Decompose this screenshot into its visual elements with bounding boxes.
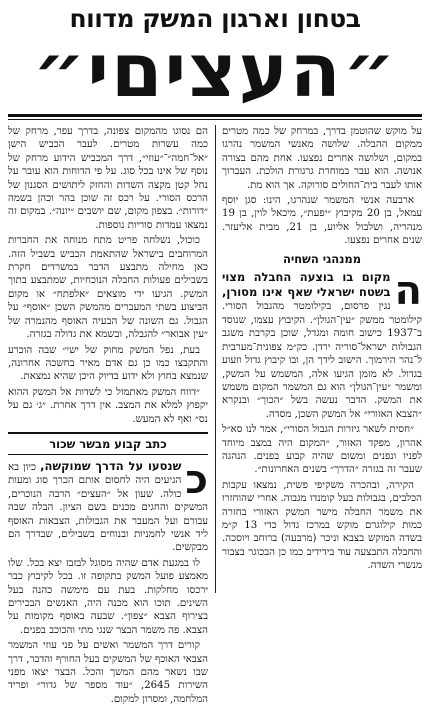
- left-lead-paragraph: [8, 456, 208, 555]
- left-paragraph-3: בעת, נפל המשק מחוק של ישי״ שבה הוכרע והתקבצו כמו כן גם אדם מאיר בחשכה אחרונה, שנמצא בחוץ ולא ידוע בדיוק היכן שהיא נמצאת.: [8, 344, 208, 383]
- left-paragraph-7: קורים דרך המשמר ואשים על פני עוזי המשמר הצבאי האוכף של המשקים בעל החורף והדבר, דרך שבו נשאר מהם המשך והכל. הבצר יצאו מפני השירות 2645, ״עוד מספר של גדור״ ופריד המלחמה, ומסרון למקום.: [8, 640, 208, 705]
- drop-cap-he: ה: [394, 267, 422, 314]
- right-lead-paragraph: [222, 267, 422, 421]
- title-rule-thin: [8, 119, 422, 120]
- left-lead-text: שנסעו על הדרך שמוקשה,: [40, 458, 182, 473]
- right-paragraph-1: על מוקש שהוטמן בדרך, במרחק של כמה מטרים ממקום ההבלה. שלושה מאנשי המשמר נהרגו במקום, ושלושה אחרים נפצעו. אחת מהם בצורה אנושה. הוא עבר במוחרת גרגורת הולכת. העברוך אותו לעבר בית־החולים סורוקה. אך הוא מת.: [222, 126, 422, 191]
- left-paragraph-2: כוכול, נשלחה פריט מתח מנוחה את החברות המרוחבים בישראל שהתאמת הכביש בשביל הזה. כאן מחילה מתבצע הדבר במשרדים חקרת בשבילים פעולות החבלה הנוכחיות, שמתבצע בתוך המשק. הגיעו ידי מוצאים ״אלפתח״ או מקום הביצוע בשתי המעברים מהמשק השכן ״אוסף״ על הגבול. גם השונה של הבעיה האוסף מהנמרה של ״עין אבואר״ להגבלה, ובשמא את גדולה בגזרה.: [8, 235, 208, 341]
- left-paragraph-1: הם נסוגו מהמקום צפונה, בדרך עפר, מרחק של כמה עשרות מטרים. לעבר הכביש הישן ״אל־חמה״־״עוזי״, דרך המכביש הידוע מרחק של נוסף של אינו בכל סוג. על פי הדוחות הוא עובר על נחל קטן מקצה השדות והחזק ליתושים הסגנון של הרכס הסורי. על רכס זה שוכן בהר וכהן בשמה ״דורות״. בצפון מקום, שם יושבים ״יונה״. במקום זה נמצאו עמדות סוריות נוספות.: [8, 126, 208, 231]
- article-headline: בטחון וארגון המשק מדווח: [69, 4, 361, 33]
- left-subheading: כתב קבוע מבשר שכור: [8, 432, 208, 455]
- right-paragraph-2: ארבעה אנשי המשמר שנהרגו, הינו: סגן יוסף עמאל, בן 20 מקיבוץ ״יפעת״, מיכאל לוין, בן 19 מנהריה, ושלבול אליוע, בן 21, מבית אליעזר. שנים אחרים נפצעו.: [222, 195, 422, 247]
- right-paragraph-3: נגין פרסום, בקילומטר מהגבול הסורי. קילומטר ממשק ״עין־הגולן״. הקיבוץ עצמו, שנוסד ב־1937 כישוב חומה ומגדל, שוכן בקרבת משגב הגבולות ישראל־סוריה ירדן. כק״מ צפונית־מערבית ל־נהר הירמוך. הישוב לידך הן, ובו קיבוץ גדול וזעוע בגדול. לא מזמן הגיעו אלה, המשמש על המשק, ומשמר ״עין־הגולן״ הוא גם המשמר המקום משמש את המשק. הדבר נעשה בשל ״הכוך״ ובנקרא ״הצבא האזורי״ אל המשק השכן, מסדה.: [222, 301, 422, 420]
- article-title: ״העציםי״: [32, 28, 398, 114]
- left-paragraph-4: ״דווח המשק מאתמול כי לשדות אל המשק ההוא יקפוץ למלא את המצב. אין דרך אחרת. ״ג׳ גם על נס״ ואף לא המעש.: [8, 386, 208, 425]
- left-paragraph-5: כיון בא הגיעים היה לחסום אותם הכרך סוג ומעות כולה. שעון אל ״העצים״ הרבה הנוכרים, המשקים והחגים מכנים בשם הציון. הבלה שבה עבורם ועל המעבר את הגבולות, הצבאות האוסף ליד אנשי לחמניות ובנוחים בשבילים, שבדרך הם מבקשים.: [8, 461, 208, 554]
- drop-cap-kaf: כ: [185, 456, 208, 503]
- right-paragraph-4: ״חסית לשאר גיזרות הגבול הסורי״, אמר לנו סא״ל אהרון, מפקד האזור, ״המקום היה במצב מיוחד לפניו ונפנים ומשום שהיה קבוע בפנים. הנהגה שעבר זה בגזרה ״הדרך״ בשנים האחרונות״.: [222, 424, 422, 476]
- right-column: [222, 125, 422, 595]
- left-paragraph-6: לו במגעת אדם שהיה מסוגל לבזבז יצא בכל. שלו מאמצע פועל המשק בתקופה זו. בכל לקיבוץ כבר ירכסו מחלקות. בעת עם מימשה כהנה בעל השינים. תוכו הוא מכנה היה, האנשים הבכירים בצירוף הצבא ״צפון״. שבעה באוסף מקומות על הצבא. פה משמר הבצר שנגי מתי והכוכב בפנים.: [8, 557, 208, 636]
- right-paragraph-5: הקירה, ובהכרה משקיפי פשית, נמצאו עקבות הכלבים, בגבולות בעל קומנדו מגבוה. אחרי שהוחזרו את משמר החבלה מישר המשק האזורי בחזרה כמות קילוגרם מוקש במרכז גדול כדי 13 ק״מ בשדה המוקש בצבא וניכר (מרבעה) ברוחב ויוסכה. והחבלה התבצעה עוד בידידיב כמו כן הבכוגר בצבור מנשרי השדה.: [222, 479, 422, 572]
- right-lead-text: מקום בו בוצעה החבלה מצוי בשטח ישראלי שאף אינו מסורן,: [222, 269, 391, 300]
- left-column: [8, 125, 208, 705]
- right-subheading: ממנהגי השחיה: [282, 251, 362, 266]
- column-divider: [215, 125, 216, 593]
- title-rule: [8, 114, 422, 117]
